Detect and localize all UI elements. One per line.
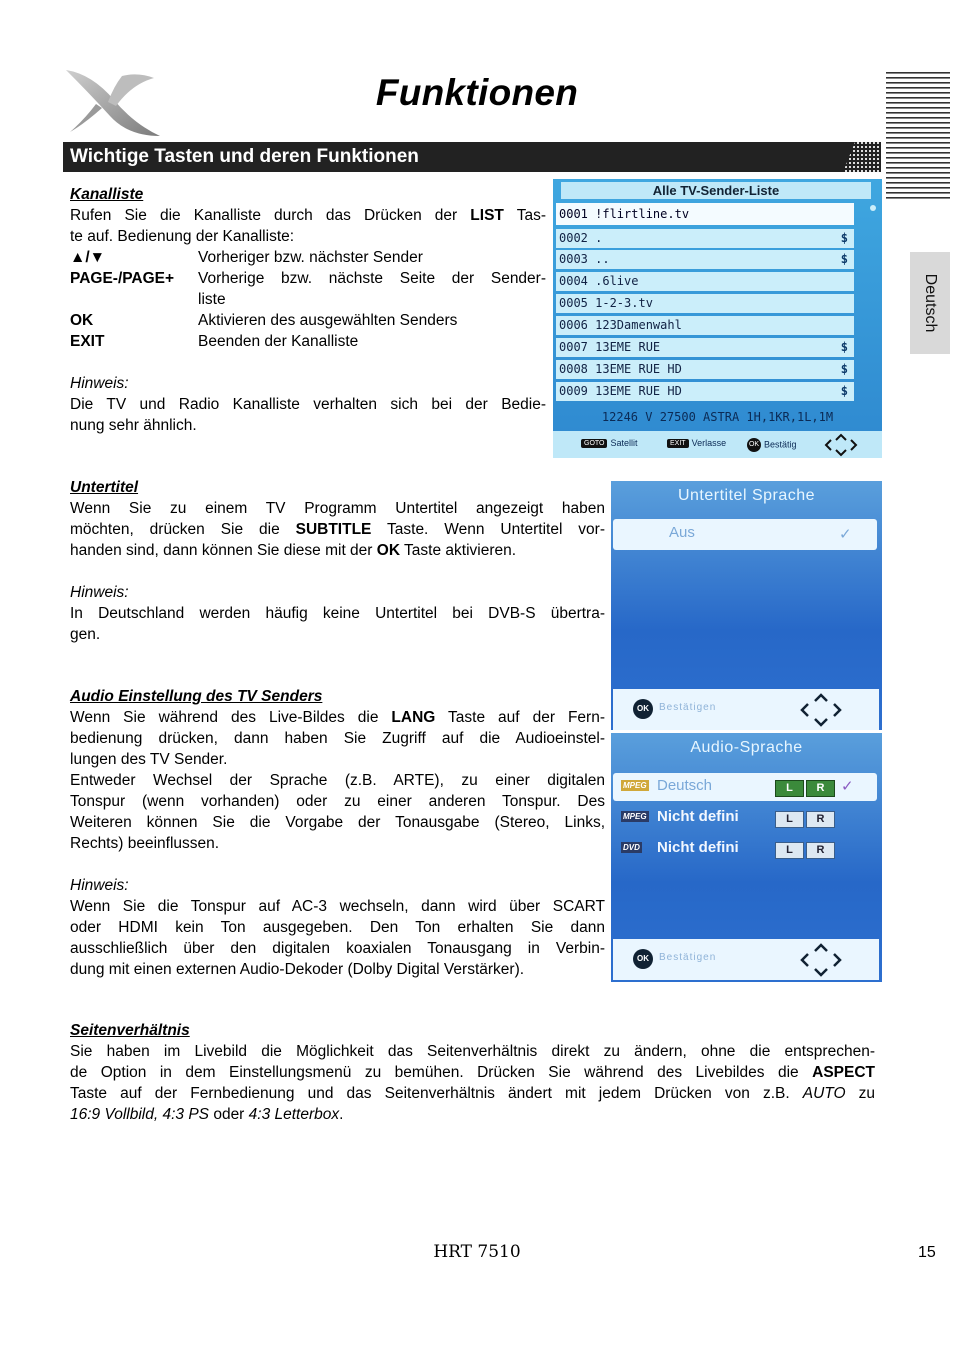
seiten-text: zu [845, 1085, 875, 1102]
auto-mode-label: AUTO [802, 1085, 846, 1102]
seiten-line1: Sie haben im Livebild die Möglichkeit das Seitenverhältnis direkt zu ändern, ohne die entsprechen- [70, 1043, 875, 1060]
lang-key-label: LANG [391, 709, 436, 726]
audio-line3: lungen des TV Sender. [70, 751, 228, 768]
subtitle-language-screenshot [611, 481, 882, 730]
key-label: ▲/▼ [70, 249, 105, 266]
seiten-line4 [70, 1104, 875, 1125]
kanalliste-block [70, 184, 546, 436]
audio-line5: Tonspur (wenn vorhanden) oder zu einer anderen Tonspur. Des [70, 793, 605, 810]
transponder-info: 12246 V 27500 ASTRA 1H,1KR,1L,1M [601, 410, 834, 424]
subtitle-option-label: Aus [669, 524, 695, 541]
key-label: EXIT [70, 333, 105, 350]
confirm-label: Bestätigen [659, 952, 717, 963]
section-header-bar [63, 142, 881, 172]
channel-label: 0002 . [559, 231, 603, 245]
untertitel-line2 [70, 519, 605, 540]
channel-row [556, 294, 854, 313]
audio-line7: Rechts) beeinflussen. [70, 835, 220, 852]
audio-screen-footer [613, 939, 879, 980]
seiten-text: Taste auf der Fernbedienung und das Seitenverhältnis ändert mit jedem Drücken von z.B. [70, 1085, 803, 1102]
channel-row [556, 338, 854, 357]
codec-icon: MPEG [623, 812, 647, 821]
exit-key-icon: EXIT [667, 439, 689, 448]
seiten-heading: Seitenverhältnis [70, 1022, 190, 1039]
side-tab-label: Deutsch [922, 273, 939, 333]
channel-row [556, 203, 854, 225]
key-description: Beenden der Kanalliste [198, 333, 359, 350]
letterbox-mode-label: 4:3 Letterbox [248, 1106, 340, 1123]
channel-label: 0006 123Damenwahl [559, 318, 682, 332]
untertitel-line3 [70, 540, 605, 561]
kanalliste-intro-text-2: Tas- [503, 207, 546, 224]
kanalliste-hint-line2: nung sehr ähnlich. [70, 417, 197, 434]
audio-track-name: Nicht defini [657, 808, 739, 825]
navigation-arrows-icon [797, 942, 845, 978]
channel-row [556, 360, 854, 379]
channel-label: 0005 1-2-3.tv [559, 296, 653, 310]
right-channel-icon: R [806, 780, 835, 797]
key-description: Vorherige bzw. nächste Seite der Sender- [198, 270, 546, 287]
right-channel-icon: R [806, 842, 835, 859]
channel-label: 0001 !flirtline.tv [559, 207, 690, 221]
goto-hint [581, 438, 638, 448]
audio-line4: Entweder Wechsel der Sprache (z.B. ARTE), zu einer digitalen [70, 772, 605, 789]
scrambled-icon: $ [840, 340, 848, 354]
key-row-page-cont [70, 289, 546, 310]
kanalliste-hint-line1: Die TV und Radio Kanalliste verhalten sich bei der Bedie- [70, 396, 546, 413]
left-channel-icon: L [775, 811, 804, 828]
scrambled-icon: $ [840, 384, 848, 398]
exit-hint-label: Verlasse [691, 438, 727, 448]
audio-track-name: Nicht defini [657, 839, 739, 856]
goto-key-icon: GOTO [581, 439, 607, 448]
aspect-key-label: ASPECT [812, 1064, 875, 1081]
checkmark-icon: ✓ [841, 778, 854, 795]
codec-icon: MPEG [623, 781, 647, 790]
seiten-text: . [339, 1106, 344, 1123]
channel-row [556, 272, 854, 291]
ok-button-icon: OK [633, 699, 653, 719]
audio-track-name: Deutsch [657, 777, 713, 794]
key-description: Aktivieren des ausgewählten Senders [198, 312, 458, 329]
model-name: HRT 7510 [433, 1242, 521, 1262]
untertitel-heading: Untertitel [70, 479, 139, 496]
key-row-arrows [70, 247, 546, 268]
kanalliste-hint-label: Hinweis: [70, 375, 129, 392]
audio-hint-line3: ausschließlich über den digitalen koaxialen Tonausgang in Verbin- [70, 940, 605, 957]
key-row-page [70, 268, 546, 289]
audio-line6: Weiteren können Sie die Vorgabe der Tonausgabe (Stereo, Links, [70, 814, 605, 831]
right-channel-icon: R [806, 811, 835, 828]
left-channel-icon: L [775, 780, 804, 797]
codec-icon: DVD [623, 843, 640, 852]
channel-list-screenshot [553, 179, 882, 458]
scrambled-icon: $ [840, 231, 848, 245]
seiten-text: oder [209, 1106, 249, 1123]
scrollbar-thumb [870, 205, 876, 211]
navigation-arrows-icon [797, 692, 845, 728]
channel-row [556, 229, 854, 248]
audio-hint-label: Hinweis: [70, 877, 129, 894]
section-heading: Wichtige Tasten und deren Funktionen [70, 146, 419, 167]
untertitel-hint-line2: gen. [70, 626, 101, 643]
key-row-exit [70, 331, 546, 352]
audio-hint-line2: oder HDMI kein Ton ausgegeben. Den Ton erhalten Sie dann [70, 919, 605, 936]
checkmark-icon: ✓ [839, 526, 852, 543]
key-label: PAGE-/PAGE+ [70, 270, 175, 287]
untertitel-text: Taste. Wenn Untertitel vor- [371, 521, 605, 538]
page-title: Funktionen [375, 72, 579, 113]
seiten-text: de Option in dem Einstellungsmenü zu bemühen. Drücken Sie während des Livebildes die [70, 1064, 813, 1081]
audio-track-row [613, 804, 877, 832]
key-row-ok [70, 310, 546, 331]
audio-track-row [613, 835, 877, 863]
scrambled-icon: $ [840, 252, 848, 266]
audio-screen-title: Audio-Sprache [690, 739, 803, 756]
language-side-tab [910, 252, 950, 354]
channel-label: 0009 13EME RUE HD [559, 384, 682, 398]
untertitel-text: möchten, drücken Sie die [70, 521, 296, 538]
untertitel-hint-label: Hinweis: [70, 584, 129, 601]
audio-hint-line1: Wenn Sie die Tonspur auf AC-3 wechseln, dann wird über SCART [70, 898, 605, 915]
kanalliste-intro-text: Rufen Sie die Kanalliste durch das Drücken der [70, 207, 471, 224]
goto-hint-label: Satellit [610, 438, 638, 448]
ok-key-label: OK [376, 542, 401, 559]
exit-hint [667, 438, 726, 448]
audio-language-screenshot [611, 733, 882, 982]
decorative-stripes [886, 72, 950, 200]
audio-track-row [613, 773, 877, 801]
untertitel-block [70, 477, 605, 645]
kanalliste-intro [70, 205, 546, 226]
subtitle-key-label: SUBTITLE [295, 521, 372, 538]
audio-line2: bedienung drücken, dann haben Sie Zugriff auf die Audioeinstel- [70, 730, 605, 747]
ok-hint-label: Bestätig [764, 439, 797, 450]
key-description: Vorheriger bzw. nächster Sender [198, 249, 423, 266]
audio-line1 [70, 707, 605, 728]
ok-key-icon: OK [747, 438, 761, 452]
channel-label: 0003 .. [559, 252, 610, 266]
audio-hint-line4: dung mit einen externen Audio-Dekoder (Dolby Digital Verstärker). [70, 961, 525, 978]
channel-row [556, 316, 854, 335]
channel-label: 0007 13EME RUE [559, 340, 661, 354]
confirm-label: Bestätigen [659, 702, 717, 713]
channel-list-title: Alle TV-Sender-Liste [561, 182, 871, 199]
ok-button-icon: OK [633, 949, 653, 969]
seiten-line3 [70, 1083, 875, 1104]
channel-label: 0004 .6live [559, 274, 639, 288]
untertitel-text: Taste aktivieren. [400, 542, 517, 559]
page-number: 15 [918, 1244, 936, 1261]
mode-labels: 16:9 Vollbild, 4:3 PS [70, 1106, 210, 1123]
scrambled-icon: $ [840, 362, 848, 376]
audio-heading: Audio Einstellung des TV Senders [70, 688, 323, 705]
audio-block [70, 686, 605, 980]
untertitel-hint-line1: In Deutschland werden häufig keine Untertitel bei DVB-S übertra- [70, 605, 605, 622]
kanalliste-intro-line2: te auf. Bedienung der Kanalliste: [70, 228, 295, 245]
untertitel-text: handen sind, dann können Sie diese mit der [70, 542, 377, 559]
left-channel-icon: L [775, 842, 804, 859]
key-description-cont: liste [198, 291, 226, 308]
channel-label: 0008 13EME RUE HD [559, 362, 682, 376]
seitenverhaeltnis-block [70, 1020, 875, 1125]
subtitle-option-selected [613, 519, 877, 550]
untertitel-line1: Wenn Sie zu einem TV Programm Untertitel angezeigt haben [70, 500, 605, 517]
channel-list-footer [553, 431, 882, 458]
seiten-line2 [70, 1062, 875, 1083]
section-bar-dot-pattern [837, 142, 881, 172]
kanalliste-heading: Kanalliste [70, 186, 144, 203]
audio-text: Wenn Sie während des Live-Bildes die [70, 709, 392, 726]
channel-row [556, 250, 854, 269]
navigation-arrows-icon [823, 433, 859, 457]
ok-hint [747, 438, 797, 452]
key-label: OK [70, 312, 94, 329]
channel-row [556, 382, 854, 401]
list-key-label: LIST [470, 207, 504, 224]
subtitle-screen-title: Untertitel Sprache [677, 487, 816, 504]
audio-text: Taste auf der Fern- [435, 709, 605, 726]
subtitle-screen-footer [613, 689, 879, 730]
